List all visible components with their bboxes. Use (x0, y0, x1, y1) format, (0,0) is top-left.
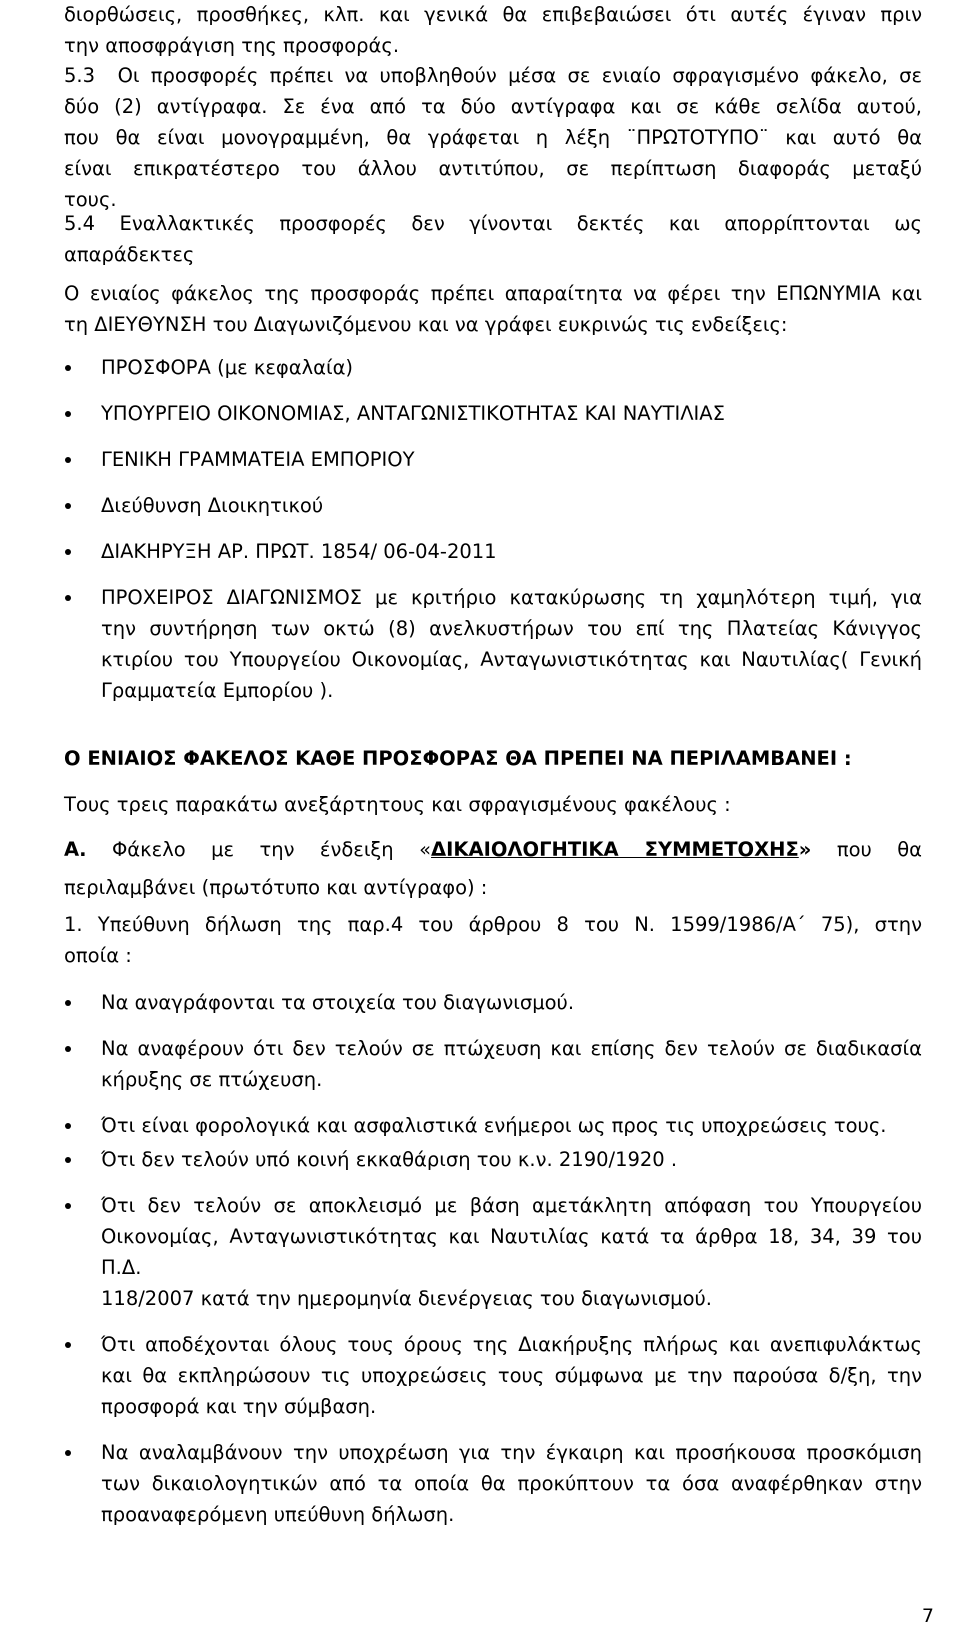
declaration-list (64, 987, 922, 1530)
declaration-item-line: κήρυξης σε πτώχευση. (101, 1068, 323, 1091)
list-item: ΠΡΟΣΦΟΡΑ (με κεφαλαία) (64, 352, 922, 383)
list-item (64, 1190, 922, 1314)
envelope-a (64, 834, 922, 903)
list-item (64, 987, 922, 1018)
list-item (64, 1033, 922, 1095)
declaration-item-line: των δικαιολογητικών από τα οποία θα προκύπτουν τα όσα αναφέρθηκαν στην (101, 1472, 922, 1495)
section-5-3-line: που θα είναι μονογραμμένη, θα γράφεται η λέξη ¨ΠΡΩΤΟΤΥΠΟ¨ και αυτό θα (64, 126, 922, 149)
list-item (64, 1144, 922, 1175)
envelope-a-line (64, 834, 922, 865)
declaration-line: 1. Υπεύθυνη δήλωση της παρ.4 του άρθρου 8 του Ν. 1599/1986/Α΄ 75), στην (64, 913, 922, 936)
list-item (64, 582, 922, 706)
continuation-line: διορθώσεις, προσθήκες, κλπ. και γενικά θα επιβεβαιώσει ότι αυτές έγιναν πριν (64, 3, 922, 26)
list-item (64, 1110, 922, 1141)
tender-line: ΠΡΟΧΕΙΡΟΣ ΔΙΑΓΩΝΙΣΜΟΣ με κριτήριο κατακύρωσης τη χαμηλότερη τιμή, για (101, 586, 922, 609)
envelope-intro (64, 278, 922, 340)
declaration (64, 909, 922, 971)
list-item: ΓΕΝΙΚΗ ΓΡΑΜΜΑΤΕΙΑ ΕΜΠΟΡΙΟΥ (64, 444, 922, 475)
section-5-4 (64, 208, 922, 270)
section-5-3-line: δύο (2) αντίγραφα. Σε ένα από τα δύο αντίγραφα και σε κάθε σελίδα αυτού, (64, 95, 922, 118)
section-5-3-line: τους. (64, 188, 117, 211)
tender-line: κτιρίου του Υπουργείου Οικονομίας, Ανταγωνιστικότητας και Ναυτιλίας( Γενική (101, 648, 922, 671)
list-item: Διεύθυνση Διοικητικού (64, 490, 922, 521)
section-number: 5.3 (64, 64, 96, 87)
section-5-3-text: Οι προσφορές πρέπει να υποβληθούν μέσα σε ενιαίο σφραγισμένο φάκελο, σε (117, 64, 922, 87)
declaration-item-line: και θα εκπληρώσουν τις υποχρεώσεις τους σύμφωνα με την παρούσα δ/ξη, την (101, 1364, 922, 1387)
declaration-line: οποία : (64, 944, 132, 967)
envelope-intro-line: Ο ενιαίος φάκελος της προσφοράς πρέπει απαραίτητα να φέρει την ΕΠΩΝΥΜΙΑ και (64, 282, 922, 305)
declaration-item-line: προσφορά και την σύμβαση. (101, 1395, 377, 1418)
continuation-line: την αποσφράγιση της προσφοράς. (64, 34, 400, 57)
three-envelopes-text: Τους τρεις παρακάτω ανεξάρτητους και σφραγισμένους φακέλους : (64, 793, 731, 816)
envelope-markings-list (64, 352, 922, 706)
declaration-item-line: Να αναφέρουν ότι δεν τελούν σε πτώχευση και επίσης δεν τελούν σε διαδικασία (101, 1037, 922, 1060)
page-number: 7 (921, 1605, 934, 1627)
list-item (64, 1437, 922, 1530)
declaration-item-line: Ότι δεν τελούν υπό κοινή εκκαθάριση του κ.ν. 2190/1920 . (101, 1148, 678, 1171)
section-heading: Ο ΕΝΙΑΙΟΣ ΦΑΚΕΛΟΣ ΚΑΘΕ ΠΡΟΣΦΟΡΑΣ ΘΑ ΠΡΕΠΕΙ ΝΑ ΠΕΡΙΛΑΜΒΑΝΕΙ : (64, 747, 852, 770)
section-5-3-line: είναι επικρατέστερο του άλλου αντιτύπου, σε περίπτωση διαφοράς μεταξύ (64, 157, 922, 180)
envelope-a-letter: Α. (64, 838, 87, 861)
declaration-item-line: Οικονομίας, Ανταγωνιστικότητας και Ναυτιλίας κατά τα άρθρα 18, 34, 39 του Π.Δ. (101, 1225, 922, 1279)
declaration-item-line: Να αναλαμβάνουν την υποχρέωση για την έγκαιρη και προσήκουσα προσκόμιση (101, 1441, 922, 1464)
tender-line: την συντήρηση των οκτώ (8) ανελκυστήρων του επί της Πλατείας Κάνιγγος (101, 617, 922, 640)
declaration-item-line: Να αναγράφονται τα στοιχεία του διαγωνισμού. (101, 991, 575, 1014)
envelope-a-post: που θα (836, 838, 923, 861)
envelope-a-title: ΔΙΚΑΙΟΛΟΓΗΤΙΚΑ ΣΥΜΜΕΤΟΧΗΣ (431, 838, 799, 861)
section-5-3 (64, 60, 922, 215)
envelope-a-pre: Φάκελο με την ένδειξη « (111, 838, 432, 861)
list-item: ΔΙΑΚΗΡΥΞΗ ΑΡ. ΠΡΩΤ. 1854/ 06-04-2011 (64, 536, 922, 567)
envelope-a-line: περιλαμβάνει (πρωτότυπο και αντίγραφο) : (64, 876, 488, 899)
section-5-4-line (64, 208, 922, 239)
section-5-4-text: Εναλλακτικές προσφορές δεν γίνονται δεκτές και απορρίπτονται ως (119, 212, 922, 235)
tender-line: Γραμματεία Εμπορίου ). (101, 679, 334, 702)
section-5-3-line (64, 60, 922, 91)
envelope-a-close: » (798, 838, 812, 861)
section-5-4-line: απαράδεκτες (64, 243, 195, 266)
declaration-item-line: Ότι είναι φορολογικά και ασφαλιστικά ενήμεροι ως προς τις υποχρεώσεις τους. (101, 1114, 887, 1137)
list-item (64, 1329, 922, 1422)
list-item: ΥΠΟΥΡΓΕΙΟ ΟΙΚΟΝΟΜΙΑΣ, ΑΝΤΑΓΩΝΙΣΤΙΚΟΤΗΤΑΣ ΚΑΙ ΝΑΥΤΙΛΙΑΣ (64, 398, 922, 429)
declaration-item-line: προαναφερόμενη υπεύθυνη δήλωση. (101, 1503, 455, 1526)
declaration-item-line: 118/2007 κατά την ημερομηνία διενέργειας του διαγωνισμού. (101, 1287, 712, 1310)
declaration-item-line: Ότι δεν τελούν σε αποκλεισμό με βάση αμετάκλητη απόφαση του Υπουργείου (101, 1194, 922, 1217)
section-number: 5.4 (64, 212, 96, 235)
envelope-intro-line: τη ΔΙΕΥΘΥΝΣΗ του Διαγωνιζόμενου και να γράφει ευκρινώς τις ενδείξεις: (64, 313, 788, 336)
continuation-paragraph (64, 0, 922, 61)
declaration-item-line: Ότι αποδέχονται όλους τους όρους της Διακήρυξης πλήρως και ανεπιφυλάκτως (101, 1333, 922, 1356)
